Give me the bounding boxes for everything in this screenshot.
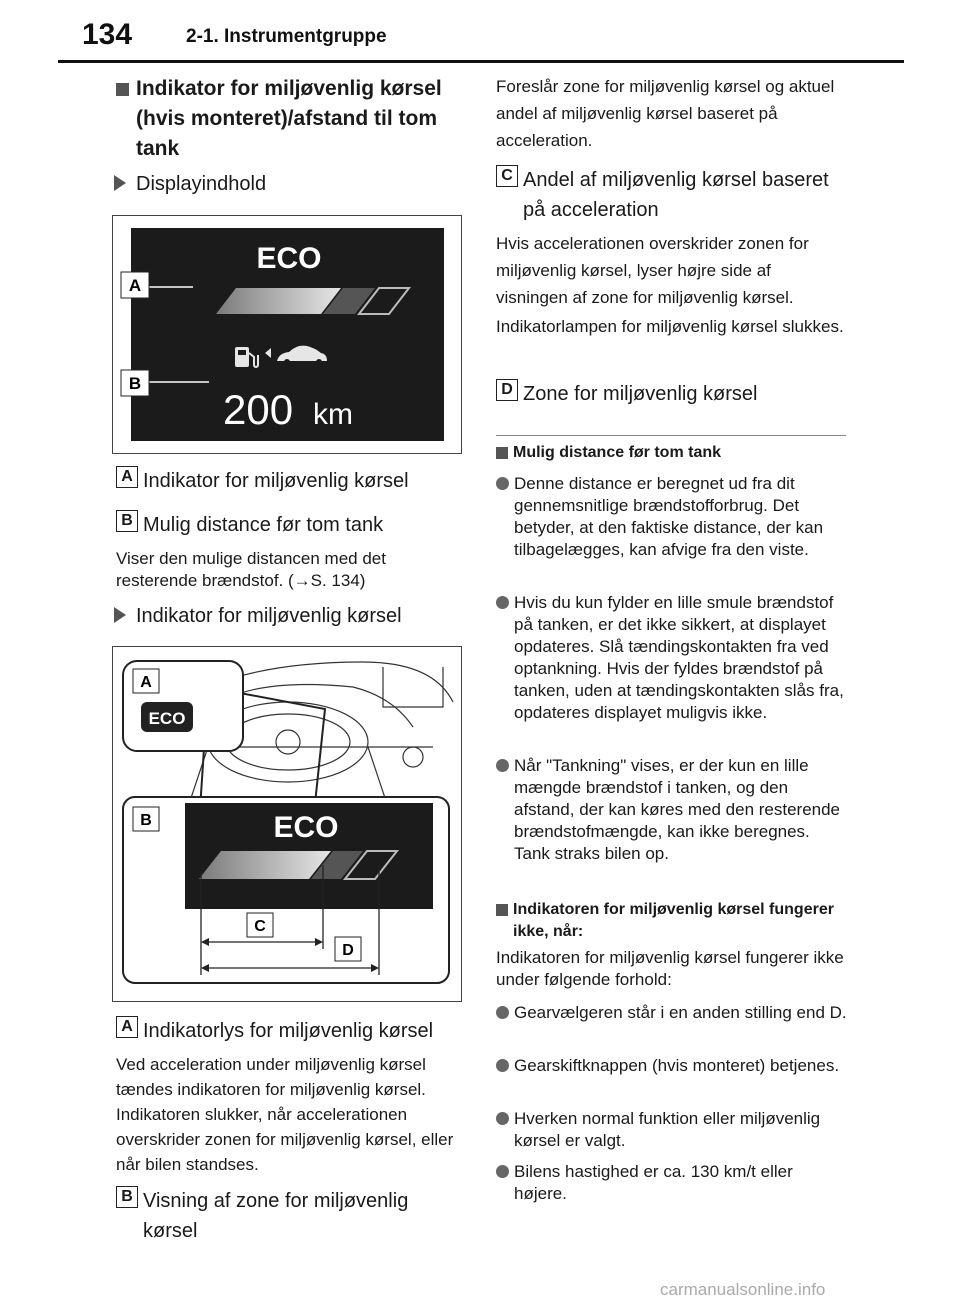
label-d: D: [496, 379, 518, 401]
distance-unit: km: [313, 398, 353, 431]
page-number: 134: [82, 18, 133, 51]
section-heading-not-working: Indikatoren for miljøvenlig kørsel fungerer ikke, når:: [496, 899, 846, 943]
list-item: Denne distance er beregnet ud fra dit gennemsnitlige brændstofforbrug. Det betyder, at den faktiske distance, der kan tilbagelægges, kan afvige fra den viste.: [496, 473, 848, 561]
item-b-distance: B Mulig distance før tom tank: [116, 510, 466, 540]
main-heading: Indikator for miljøvenlig kørsel (hvis monteret)/afstand til tom tank: [116, 74, 456, 164]
paragraph-distance: Viser den mulige distancen med det resterende brændstof. (→S. 134): [116, 549, 386, 590]
callout-b: B: [140, 812, 152, 829]
triangle-bullet-icon: [114, 175, 126, 191]
callout-c: C: [254, 918, 266, 935]
bullet-dot-icon: [496, 1006, 509, 1019]
item-c-share: C Andel af miljøvenlig kørsel baseret på acceleration: [496, 165, 846, 225]
item-d-zone: D Zone for miljøvenlig kørsel: [496, 379, 846, 409]
bullet-dot-icon: [496, 1165, 509, 1178]
list-item: Hverken normal funktion eller miljøvenlig kørsel er valgt.: [496, 1108, 848, 1152]
distance-value: 200: [223, 386, 294, 433]
callout-d: D: [342, 942, 354, 959]
list-item: Når "Tankning" vises, er der kun en lille mængde brændstof i tanken, og den afstand, der kan køres med den resterende brændstofmængde, kan ikke beregnes. Tank straks bilen op.: [496, 755, 848, 865]
bullet-dot-icon: [496, 596, 509, 609]
display-illustration: [113, 216, 461, 453]
square-bullet-icon: [496, 904, 508, 916]
square-bullet-icon: [496, 447, 508, 459]
eco-label: ECO: [256, 242, 322, 275]
paragraph-c2: Indikatorlampen for miljøvenlig kørsel slukkes.: [496, 317, 844, 336]
callout-a: A: [128, 276, 142, 295]
label-b: B: [116, 1186, 138, 1208]
figure-dashboard: [112, 646, 462, 1002]
list-item: Bilens hastighed er ca. 130 km/t eller højere.: [496, 1161, 848, 1205]
eco-bar-fill: [216, 288, 341, 314]
item-a-eco-indicator: A Indikator for miljøvenlig kørsel: [116, 466, 466, 496]
list-item: Gearskiftknappen (hvis monteret) betjenes.: [496, 1055, 848, 1077]
dashboard-illustration: [113, 647, 461, 1001]
list-item: Hvis du kun fylder en lille smule brændstof på tanken, er det ikke sikkert, at displayet opdateres. Slå tændingskontakten fra ved optankning. Hvis der fyldes brændstof på tanken, uden at tændingskontakten slås fra, opdateres displayet muligvis ikke.: [496, 592, 848, 724]
label-b: B: [116, 510, 138, 532]
eco-big: ECO: [273, 811, 339, 844]
paragraph-not-working-intro: Indikatoren for miljøvenlig kørsel fungerer ikke under følgende forhold:: [496, 948, 844, 989]
callout-b: B: [128, 374, 142, 393]
header-rule: [58, 60, 904, 63]
page-header: [0, 0, 960, 64]
paragraph-indicator-light: Ved acceleration under miljøvenlig kørsel tændes indikatoren for miljøvenlig kørsel. Indikatoren slukker, når accelerationen overskrider zonen for miljøvenlig kørsel, eller når bilen standses.: [116, 1055, 454, 1174]
label-c: C: [496, 165, 518, 187]
figure-display: [112, 215, 462, 454]
section-title: 2-1. Instrumentgruppe: [186, 26, 387, 47]
bullet-dot-icon: [496, 1059, 509, 1072]
subheading-eco-indicator: Indikator for miljøvenlig kørsel: [114, 603, 402, 629]
label-a: A: [116, 1016, 138, 1038]
paragraph-intro: Foreslår zone for miljøvenlig kørsel og aktuel andel af miljøvenlig kørsel baseret på acceleration.: [496, 77, 835, 150]
bullet-dot-icon: [496, 1112, 509, 1125]
label-a: A: [116, 466, 138, 488]
callout-a: A: [140, 674, 152, 691]
list-item: Gearvælgeren står i en anden stilling end D.: [496, 1002, 848, 1024]
item-b-zone-display: B Visning af zone for miljøvenlig kørsel: [116, 1186, 466, 1246]
item-a-indicator-light: A Indikatorlys for miljøvenlig kørsel: [116, 1016, 466, 1046]
paragraph-c1: Hvis accelerationen overskrider zonen for miljøvenlig kørsel, lyser højre side af visningen af zone for miljøvenlig kørsel.: [496, 234, 809, 307]
bullet-dot-icon: [496, 477, 509, 490]
eco-small: ECO: [148, 709, 186, 728]
square-bullet-icon: [116, 83, 129, 96]
section-heading-distance: Mulig distance før tom tank: [496, 442, 846, 464]
triangle-bullet-icon: [114, 607, 126, 623]
subheading-display: Displayindhold: [114, 171, 266, 197]
section-divider: [496, 435, 846, 436]
watermark: carmanualsonline.info: [660, 1280, 826, 1299]
bullet-dot-icon: [496, 759, 509, 772]
